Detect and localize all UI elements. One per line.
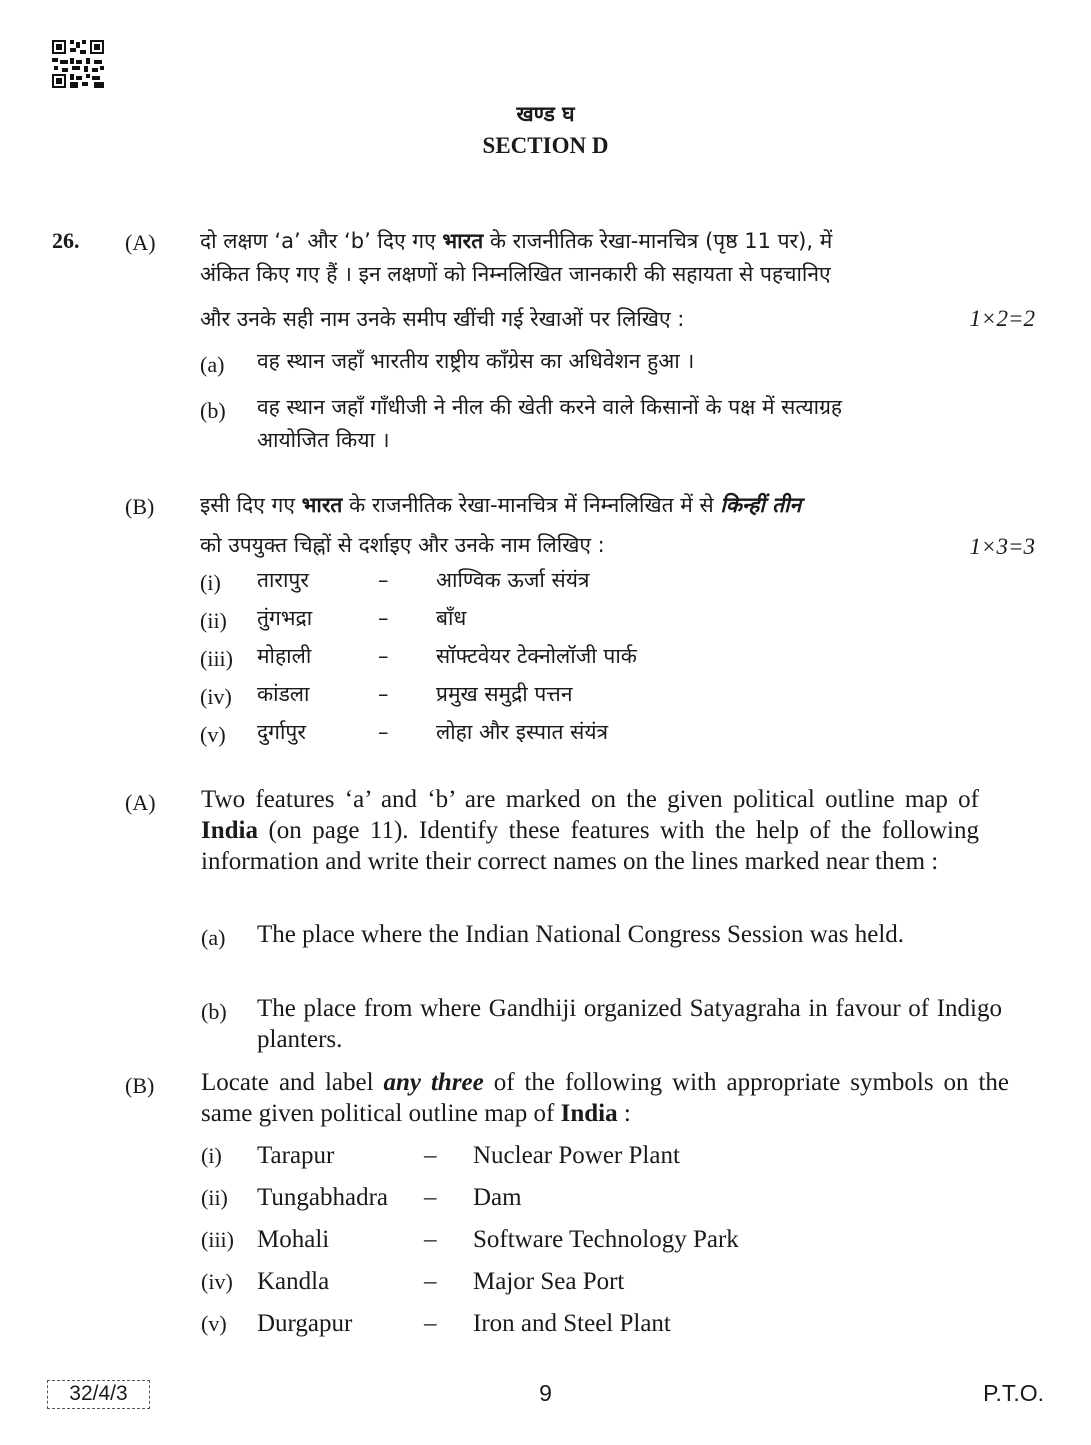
any-three-english: any three <box>383 1069 484 1096</box>
list-item-description: बाँध <box>436 606 467 630</box>
hindi-b-line-1: इसी दिए गए भारत के राजनीतिक रेखा-मानचित्र में निम्नलिखित में से किन्हीं तीन <box>200 493 802 517</box>
list-item-place: Tungabhadra <box>257 1184 389 1211</box>
question-number: 26. <box>52 228 80 253</box>
english-b-text: Locate and label any three of the following with appropriate symbols on the same given political outline map of India : <box>201 1069 1010 1127</box>
list-item-number: (iii) <box>200 646 233 671</box>
any-three-hindi: किन्हीं तीन <box>720 493 802 517</box>
list-item-dash: – <box>424 1184 437 1211</box>
list-item-number: (v) <box>201 1311 227 1336</box>
list-item-description: आण्विक ऊर्जा संयंत्र <box>436 568 590 592</box>
list-item-dash: – <box>424 1310 437 1337</box>
list-item-number: (v) <box>200 722 226 747</box>
list-item-dash: – <box>378 606 389 630</box>
english-a-text: Two features ‘a’ and ‘b’ are marked on the given political outline map of India (on page 11). Identify these features with the help of the following information and write their correct names on the lines marked near them : <box>201 786 979 875</box>
list-item-description: प्रमुख समुद्री पत्तन <box>436 682 573 706</box>
english-a-item-a-label: (a) <box>201 925 226 950</box>
list-item-description: Nuclear Power Plant <box>473 1142 680 1169</box>
list-item-number: (iv) <box>201 1269 233 1294</box>
list-item-place: दुर्गापुर <box>257 720 306 744</box>
list-item-number: (iii) <box>201 1227 234 1252</box>
marks-hindi-a: 1×2=2 <box>969 306 1035 331</box>
part-b-label-hindi: (B) <box>125 494 155 519</box>
page-number: 9 <box>539 1380 552 1406</box>
list-item-number: (i) <box>201 1143 222 1168</box>
list-item-description: सॉफ्टवेयर टेक्नोलॉजी पार्क <box>436 644 637 668</box>
list-item-dash: – <box>424 1268 437 1295</box>
list-item-place: Durgapur <box>257 1310 353 1337</box>
section-title-english: SECTION D <box>482 133 609 158</box>
list-item-dash: – <box>378 568 389 592</box>
part-b-label-english: (B) <box>125 1073 155 1098</box>
list-item-place: Mohali <box>257 1226 330 1253</box>
hindi-a-item-a-text: वह स्थान जहाँ भारतीय राष्ट्रीय काँग्रेस का अधिवेशन हुआ । <box>257 349 695 373</box>
list-item-place: तारापुर <box>257 568 309 592</box>
hindi-a-item-b-label: (b) <box>200 398 226 423</box>
list-item-description: Iron and Steel Plant <box>473 1310 671 1337</box>
marks-hindi-b: 1×3=3 <box>969 534 1035 559</box>
india-bold: भारत <box>442 229 484 253</box>
hindi-a-item-b-text-2: आयोजित किया । <box>257 428 390 452</box>
hindi-b-line-2: को उपयुक्त चिह्नों से दर्शाइए और उनके नाम लिखिए : <box>200 533 605 557</box>
list-item-number: (ii) <box>201 1185 228 1210</box>
list-item-number: (i) <box>200 570 221 595</box>
list-item-place: Tarapur <box>257 1142 335 1169</box>
list-item-number: (iv) <box>200 684 232 709</box>
list-item-description: Software Technology Park <box>473 1226 739 1253</box>
english-a-item-a-text: The place where the Indian National Congress Session was held. <box>257 921 905 948</box>
list-item-description: Major Sea Port <box>473 1268 625 1295</box>
hindi-a-line-1: दो लक्षण ‘a’ और ‘b’ दिए गए भारत के राजनीतिक रेखा-मानचित्र (पृष्ठ 11 पर), में <box>200 229 833 253</box>
india-bold: India <box>201 817 258 844</box>
india-bold: India <box>560 1100 618 1127</box>
list-item-place: तुंगभद्रा <box>257 606 313 630</box>
list-item-description: लोहा और इस्पात संयंत्र <box>436 720 609 744</box>
section-title-hindi: खण्ड घ <box>516 102 575 126</box>
hindi-a-line-2: अंकित किए गए हैं । इन लक्षणों को निम्नलिखित जानकारी की सहायता से पहचानिए <box>200 262 831 286</box>
list-item-dash: – <box>424 1226 437 1253</box>
list-item-dash: – <box>378 682 389 706</box>
paper-code: 32/4/3 <box>47 1380 150 1409</box>
part-a-label-english: (A) <box>125 790 156 815</box>
list-item-number: (ii) <box>200 608 227 633</box>
list-item-description: Dam <box>473 1184 522 1211</box>
india-bold: भारत <box>301 493 343 517</box>
part-a-label-hindi: (A) <box>125 230 156 255</box>
list-item-dash: – <box>378 644 389 668</box>
hindi-a-line-3: और उनके सही नाम उनके समीप खींची गई रेखाओं पर लिखिए : <box>200 307 685 331</box>
list-item-place: Kandla <box>257 1268 330 1295</box>
list-item-dash: – <box>378 720 389 744</box>
list-item-place: मोहाली <box>257 644 312 668</box>
qr-code-icon <box>52 40 104 88</box>
hindi-a-item-a-label: (a) <box>200 352 225 377</box>
hindi-a-item-b-text-1: वह स्थान जहाँ गाँधीजी ने नील की खेती करने वाले किसानों के पक्ष में सत्याग्रह <box>257 395 843 419</box>
english-a-item-b-label: (b) <box>201 999 227 1024</box>
list-item-place: कांडला <box>257 682 310 706</box>
pto-label: P.T.O. <box>983 1380 1044 1406</box>
list-item-dash: – <box>424 1142 437 1169</box>
english-a-item-b-text: The place from where Gandhiji organized Satyagraha in favour of Indigo planters. <box>257 995 1002 1053</box>
